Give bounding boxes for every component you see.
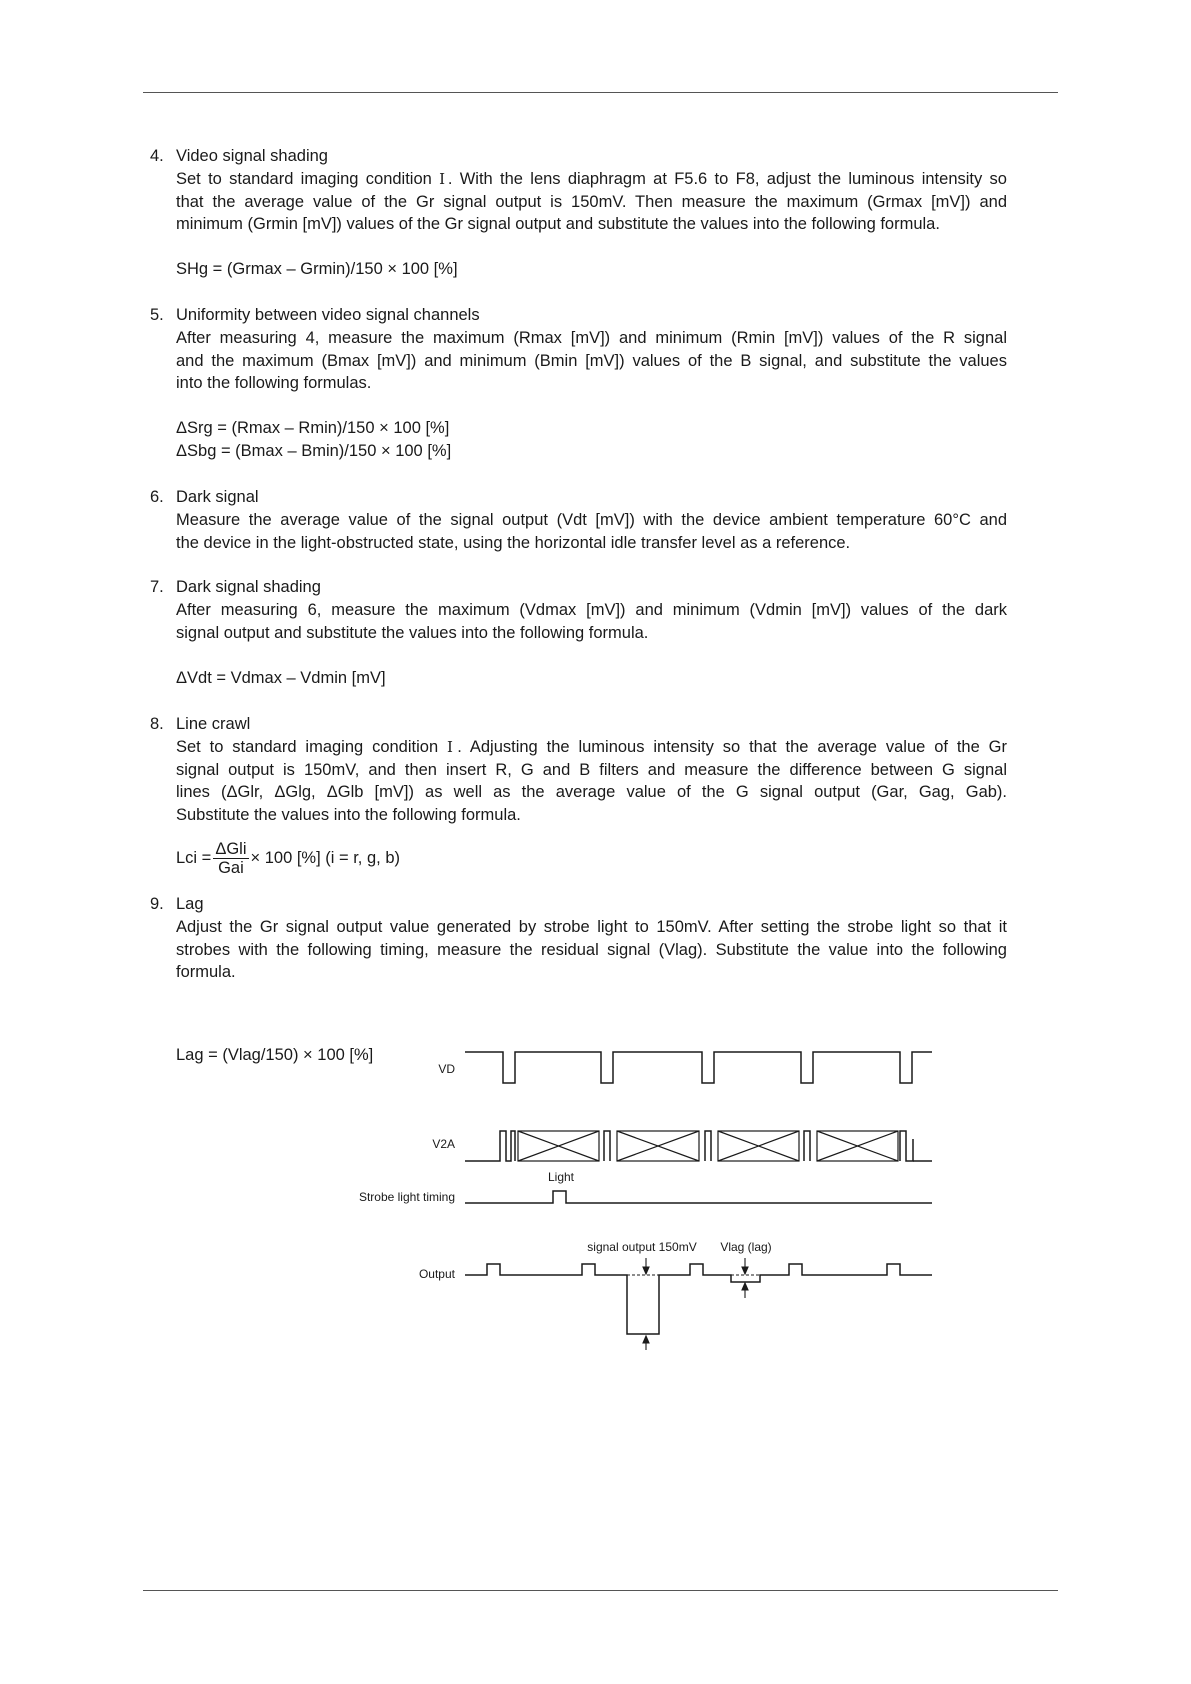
section-5-body <box>176 327 1007 395</box>
label-output: Output <box>418 1267 455 1281</box>
section-9-number: 9. <box>150 895 164 913</box>
text-line: signal output and substitute the values into the following formula. <box>176 623 649 642</box>
output-waveform <box>465 1264 932 1334</box>
text-line: that the average value of the Gr signal output is 150mV. Then measure the maximum (Grmax [mV]) and <box>176 192 1007 211</box>
section-7-body <box>176 599 1007 644</box>
text-line: signal output is 150mV, and then insert R, G and B filters and measure the difference between G signal <box>176 760 1007 779</box>
v2a-transfer-boxes <box>518 1131 898 1161</box>
section-8-number: 8. <box>150 715 164 733</box>
text-line: Substitute the values into the following formula. <box>176 805 521 824</box>
formula-lci-lhs: Lci = <box>176 848 212 867</box>
formula-lci <box>176 840 400 877</box>
footer-rule <box>143 1590 1058 1591</box>
text-line: strobes with the following timing, measure the residual signal (Vlag). Substitute the value into the following <box>176 940 1007 959</box>
section-4-number: 4. <box>150 147 164 165</box>
text-line: After measuring 6, measure the maximum (Vdmax [mV]) and minimum (Vdmin [mV]) values of the dark <box>176 601 1007 619</box>
text-line: and the maximum (Bmax [mV]) and minimum (Bmin [mV]) values of the B signal, and substitute the values <box>176 351 1007 370</box>
section-8-body <box>176 736 1007 826</box>
label-strobe-light-timing: Strobe light timing <box>358 1190 455 1204</box>
section-9-title: Lag <box>176 895 204 913</box>
text-line: Set to standard imaging condition Ⅰ. With the lens diaphragm at F5.6 to F8, adjust the luminous intensity so <box>176 170 1007 188</box>
strobe-waveform <box>465 1191 932 1203</box>
formula-lag: Lag = (Vlag/150) × 100 [%] <box>176 1046 374 1064</box>
text-line: the device in the light-obstructed state, using the horizontal idle transfer level as a reference. <box>176 533 851 552</box>
vd-waveform <box>465 1052 932 1083</box>
formula-shg: SHg = (Grmax – Grmin)/150 × 100 [%] <box>176 260 458 278</box>
text-line: Measure the average value of the signal output (Vdt [mV]) with the device ambient temperature 60°C and <box>176 511 1007 529</box>
formula-lci-denominator: Gai <box>218 859 244 877</box>
section-4-title: Video signal shading <box>176 147 328 165</box>
formula-srg: ΔSrg = (Rmax – Rmin)/150 × 100 [%] <box>176 419 450 437</box>
text-line: Set to standard imaging condition Ⅰ. Adjusting the luminous intensity so that the average value of the Gr <box>176 738 1008 756</box>
section-5-number: 5. <box>150 306 164 324</box>
section-6-number: 6. <box>150 488 164 506</box>
text-line: Adjust the Gr signal output value generated by strobe light to 150mV. After setting the strobe light so that it <box>176 918 1007 936</box>
label-vd: VD <box>438 1062 455 1076</box>
section-7-title: Dark signal shading <box>176 578 321 596</box>
formula-vdt: ΔVdt = Vdmax – Vdmin [mV] <box>176 669 386 687</box>
section-5-title: Uniformity between video signal channels <box>176 306 480 324</box>
section-9-body <box>176 916 1007 984</box>
lag-timing-diagram <box>340 1030 940 1350</box>
text-line: into the following formulas. <box>176 374 372 393</box>
section-6-title: Dark signal <box>176 488 259 506</box>
section-6-body <box>176 509 1007 554</box>
header-rule <box>143 92 1058 93</box>
text-line: After measuring 4, measure the maximum (Rmax [mV]) and minimum (Rmin [mV]) values of the R signal <box>176 329 1007 347</box>
label-v2a: V2A <box>432 1137 455 1151</box>
formula-lci-numerator: ΔGli <box>215 840 247 858</box>
label-light: Light <box>547 1170 575 1184</box>
formula-sbg: ΔSbg = (Bmax – Bmin)/150 × 100 [%] <box>176 442 452 460</box>
section-7-number: 7. <box>150 578 164 596</box>
section-8-title: Line crawl <box>176 715 251 733</box>
label-signal-output: signal output 150mV <box>587 1240 697 1254</box>
text-line: formula. <box>176 963 236 982</box>
formula-lci-rhs: × 100 [%] (i = r, g, b) <box>250 848 400 867</box>
label-vlag: Vlag (lag) <box>720 1240 772 1254</box>
section-4-body <box>176 168 1007 236</box>
text-line: minimum (Grmin [mV]) values of the Gr signal output and substitute the values into the following formula. <box>176 215 940 234</box>
formula-lci-fraction <box>213 840 248 877</box>
text-line: lines (ΔGlr, ΔGlg, ΔGlb [mV]) as well as the average value of the G signal output (Gar, Gag, Gab). <box>176 783 1007 802</box>
